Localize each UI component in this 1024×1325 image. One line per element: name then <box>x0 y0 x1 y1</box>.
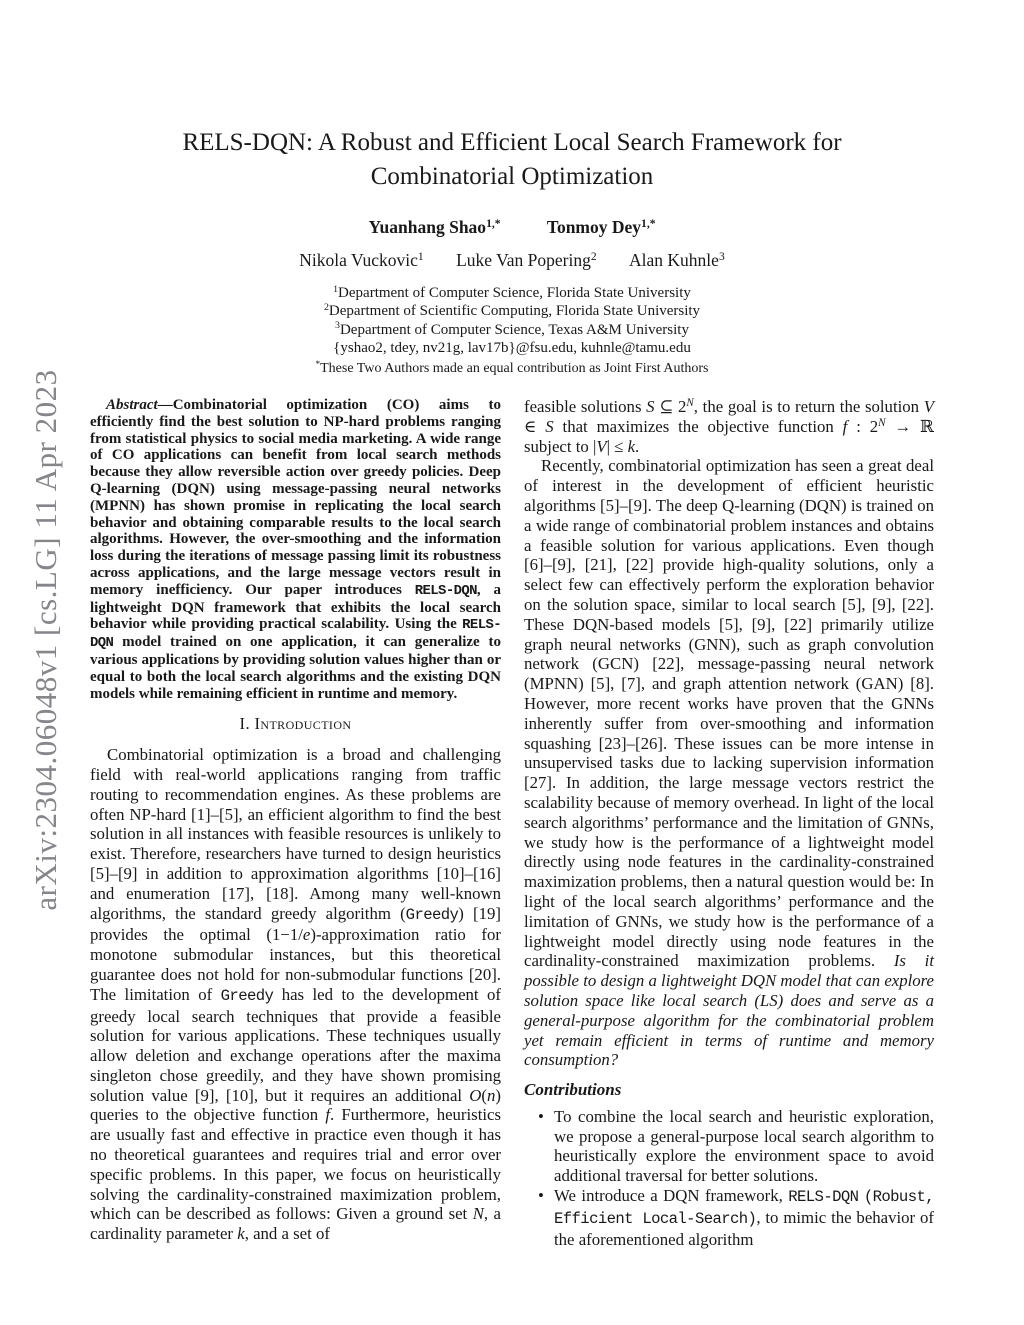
affiliation-text: Department of Computer Science, Florida State University <box>338 285 691 301</box>
affiliation-marker: 3 <box>335 320 340 332</box>
section-heading-introduction: I. Introduction <box>239 714 352 734</box>
footnote-marker: * <box>315 358 321 369</box>
equal-contribution-footnote <box>0 358 1024 377</box>
affiliation-line <box>0 321 1024 339</box>
author-affil-marker: 1,* <box>641 217 656 230</box>
author-kuhnle <box>629 250 725 270</box>
contribution-item: • We introduce a DQN framework, RELS-DQN (Robust, Efficient Local-Search), to mimic the behavior of the aforementioned algorithm <box>554 1186 934 1249</box>
affiliation-marker: 2 <box>323 301 329 313</box>
author-vuckovic <box>299 250 423 270</box>
continuation-paragraph: feasible solutions S ⊆ $2^N$, the goal is to return the solution V ∈ S that maximizes the objective function f : $2^N$ → ℝ subject to |V| ≤ k. <box>524 396 935 456</box>
contributions-list <box>524 1107 934 1250</box>
emails-line: {yshao2, tdey, nv21g, lav17b}@fsu.edu, kuhnle@tamu.edu <box>333 339 691 356</box>
related-work-paragraph: Recently, combinatorial optimization has seen a great deal of interest in the development of efficient heuristic algorithms [5]–[9]. The deep Q-learning (DQN) is trained on a wide range of combinatorial problem instances and obtains a feasible solution for various applications. Even though [6]–[9], [21], [22] provide high-quality solutions, only a select few can effectively perform the exploration behavior on the solution space, similar to local search [5], [9], [22]. These DQN-based models [5], [9], [22] primarily utilize graph neural networks (GNN), such as graph convolution network (GCN) [22], message-passing neural network (MPNN) [5], [7], and graph attention network (GAN) [8]. However, more recent works have proven that the GNNs inherently suffer from over-smoothing and information squashing [23]–[26]. These issues can be more intense in unsupervised tasks due to lacking supervision information [27]. In addition, the large message vectors restrict the scalability because of memory overhead. In light of the local search algorithms’ performance and the limitation of GNNs, we study how is the performance of a lightweight model directly using node features in the cardinality-constrained maximization problems, then a natural question would be: In light of the local search algorithms’ performance and the limitation of GNNs, we study how is the performance of a lightweight model directly using node features in the cardinality-constrained maximization problems. Is it possible to design a lightweight DQN model that can explore solution space like local search (LS) does and serve as a general-purpose algorithm for the combinatorial problem yet remain efficient in terms of runtime and memory consumption? <box>524 456 935 1070</box>
affiliation-marker: 1 <box>333 283 339 295</box>
authors-row-primary <box>0 217 1024 238</box>
author-affil-marker: 3 <box>718 250 725 263</box>
title-line-2: Combinatorial Optimization <box>370 163 654 190</box>
affiliations-block <box>0 284 1024 357</box>
right-column <box>524 397 934 1249</box>
affiliation-text: Department of Computer Science, Texas A&M University <box>339 321 689 338</box>
author-dey <box>547 217 656 237</box>
footnote-text: These Two Authors made an equal contribution as Joint First Authors <box>320 361 709 376</box>
affiliation-line <box>0 302 1024 320</box>
page-title <box>0 126 1024 194</box>
left-column <box>90 397 501 1244</box>
author-affil-marker: 2 <box>590 250 597 263</box>
author-name: Luke Van Popering <box>456 250 591 270</box>
title-line-1: RELS-DQN: A Robust and Efficient Local Search Framework for <box>182 129 842 156</box>
authors-row-secondary <box>0 250 1024 271</box>
author-affil-marker: 1,* <box>486 217 501 230</box>
author-affil-marker: 1 <box>417 250 424 263</box>
author-shao <box>369 217 501 237</box>
author-van-popering <box>456 250 597 270</box>
arxiv-watermark: arXiv:2304.06048v1 [cs.LG] 11 Apr 2023 <box>28 369 63 911</box>
author-name: Yuanhang Shao <box>368 217 487 237</box>
intro-paragraph: Combinatorial optimization is a broad and challenging field with real-world applications ranging from traffic routing to recommendation engines. As these problems are often NP-hard [1]–[5], an efficient algorithm to find the best solution in all instances with feasible resources is unlikely to exist. Therefore, researchers have turned to design heuristics [5]–[9] in addition to approximation algorithms [10]–[16] and enumeration [17], [18]. Among many well-known algorithms, the standard greedy algorithm (Greedy) [19] provides the optimal (1−1/e)-approximation ratio for monotone submodular instances, but this theoretical guarantee does not hold for non-submodular functions [20]. The limitation of Greedy has led to the development of greedy local search techniques that provide a feasible solution for various applications. These techniques usually allow deletion and exchange operations after the maxima singleton chose greedily, and they have shown promising solution value [9], [10], but it requires an additional O(n) queries to the objective function f. Furthermore, heuristics are usually fast and effective in practice even though it has no theoretical guarantees and requires trial and error over specific problems. In this paper, we focus on heuristically solving the cardinality-constrained maximization problem, which can be described as follows: Given a ground set N, a cardinality parameter k, and a set of <box>90 745 502 1244</box>
author-name: Tonmoy Dey <box>546 217 642 237</box>
abstract-paragraph: Abstract—Combinatorial optimization (CO) aims to efficiently find the best solution to NP-hard problems ranging from statistical physics to social media marketing. A wide range of CO applications can benefit from local search methods because they allow reversible action over greedy policies. Deep Q-learning (DQN) using message-passing neural networks (MPNN) has shown promise in replicating the local search behavior and obtaining comparable results to the local search algorithms. However, the over-smoothing and the information loss during the iterations of message passing limit its robustness across applications, and the large message vectors result in memory inefficiency. Our paper introduces RELS-DQN, a lightweight DQN framework that exhibits the local search behavior while providing practical scalability. Using the RELS-DQN model trained on one application, it can generalize to various applications by providing solution values higher than or equal to both the local search algorithms and the existing DQN models while remaining efficient in runtime and memory. <box>90 397 502 702</box>
affiliation-text: Department of Scientific Computing, Florida State University <box>328 303 701 320</box>
contributions-heading: Contributions <box>524 1080 622 1100</box>
contribution-item: • To combine the local search and heuristic exploration, we propose a general-purpose local search algorithm to heuristically explore the environment space to avoid additional traversal for better solutions. <box>554 1107 934 1186</box>
affiliation-line <box>0 284 1024 302</box>
author-name: Alan Kuhnle <box>629 250 719 270</box>
author-name: Nikola Vuckovic <box>299 250 418 270</box>
